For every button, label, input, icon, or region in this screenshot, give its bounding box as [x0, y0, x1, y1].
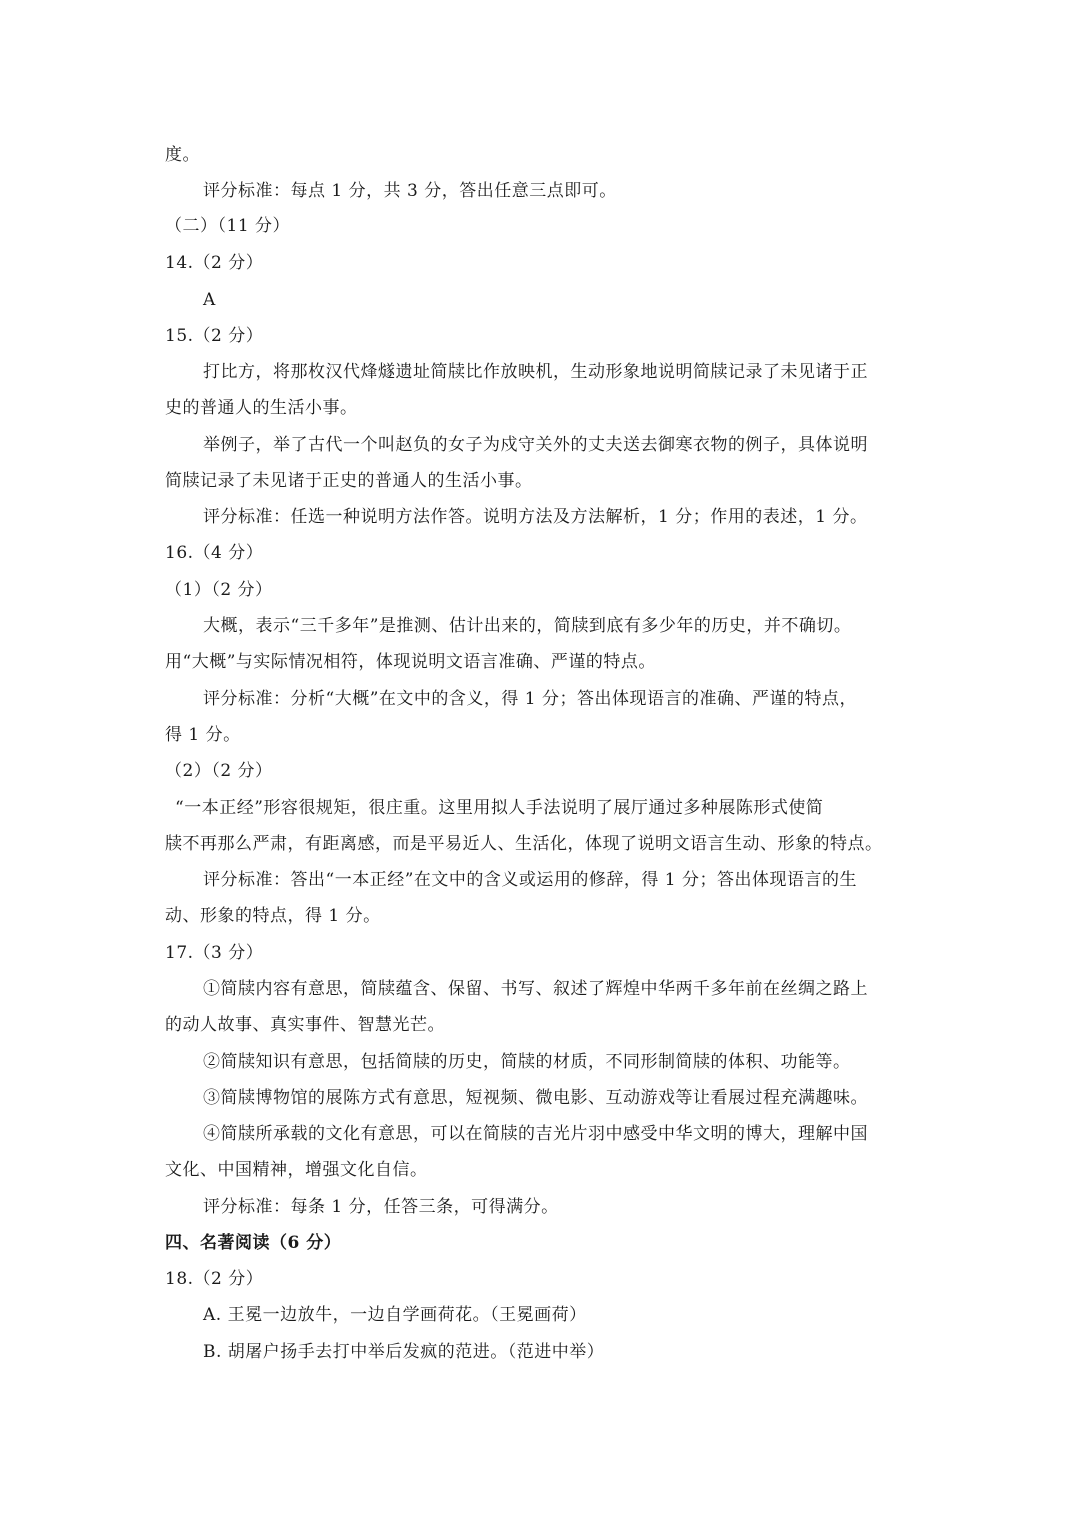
scoring-standard: 动、形象的特点，得 1 分。: [165, 906, 381, 926]
answer-text: “一本正经”形容很规矩，很庄重。这里用拟人手法说明了展厅通过多种展陈形式使简: [175, 798, 824, 818]
answer-text: ④简牍所承载的文化有意思，可以在简牍的吉光片羽中感受中华文明的博大，理解中国: [203, 1124, 868, 1144]
answer-text: ①简牍内容有意思，简牍蕴含、保留、书写、叙述了辉煌中华两千多年前在丝绸之路上: [203, 979, 868, 999]
question-number: 15.（2 分）: [165, 326, 264, 346]
answer-option: A. 王冕一边放牛，一边自学画荷花。（王冕画荷）: [203, 1305, 587, 1325]
answer-text: ②简牍知识有意思，包括简牍的历史，简牍的材质，不同形制简牍的体积、功能等。: [203, 1052, 851, 1072]
scoring-standard: 评分标准：答出“一本正经”在文中的含义或运用的修辞，得 1 分；答出体现语言的生: [203, 870, 858, 890]
scoring-standard: 评分标准：任选一种说明方法作答。说明方法及方法解析，1 分；作用的表述，1 分。: [203, 507, 868, 527]
answer-text: 打比方，将那枚汉代烽燧遗址简牍比作放映机，生动形象地说明简牍记录了未见诸于正: [203, 362, 868, 382]
section-heading: 四、名著阅读（6 分）: [165, 1233, 342, 1253]
question-number: 16.（4 分）: [165, 543, 264, 563]
section-subheading: （二）（11 分）: [165, 216, 291, 236]
answer-text: 史的普通人的生活小事。: [165, 398, 358, 418]
scoring-standard: 评分标准：每点 1 分，共 3 分，答出任意三点即可。: [203, 181, 617, 201]
answer-text: 文化、中国精神，增强文化自信。: [165, 1160, 428, 1180]
text-line: 度。: [165, 145, 200, 165]
scoring-standard: 得 1 分。: [165, 725, 241, 745]
question-number: 14.（2 分）: [165, 253, 264, 273]
answer-text: 大概，表示“三千多年”是推测、估计出来的，简牍到底有多少年的历史，并不确切。: [203, 616, 852, 636]
answer-text: 用“大概”与实际情况相符，体现说明文语言准确、严谨的特点。: [165, 652, 656, 672]
answer-text: A: [203, 290, 216, 310]
answer-text: 的动人故事、真实事件、智慧光芒。: [165, 1015, 445, 1035]
answer-text: 牍不再那么严肃，有距离感，而是平易近人、生活化，体现了说明文语言生动、形象的特点。: [165, 834, 883, 854]
sub-question-number: （1）（2 分）: [165, 580, 273, 600]
answer-text: 举例子，举了古代一个叫赵负的女子为戍守关外的丈夫送去御寒衣物的例子，具体说明: [203, 435, 868, 455]
scoring-standard: 评分标准：分析“大概”在文中的含义，得 1 分；答出体现语言的准确、严谨的特点，: [203, 689, 858, 709]
answer-text: 简牍记录了未见诸于正史的普通人的生活小事。: [165, 471, 533, 491]
question-number: 18.（2 分）: [165, 1269, 264, 1289]
question-number: 17.（3 分）: [165, 943, 264, 963]
answer-option: B. 胡屠户扬手去打中举后发疯的范进。（范进中举）: [203, 1342, 605, 1362]
sub-question-number: （2）（2 分）: [165, 761, 273, 781]
scoring-standard: 评分标准：每条 1 分，任答三条，可得满分。: [203, 1197, 559, 1217]
answer-text: ③简牍博物馆的展陈方式有意思，短视频、微电影、互动游戏等让看展过程充满趣味。: [203, 1088, 868, 1108]
